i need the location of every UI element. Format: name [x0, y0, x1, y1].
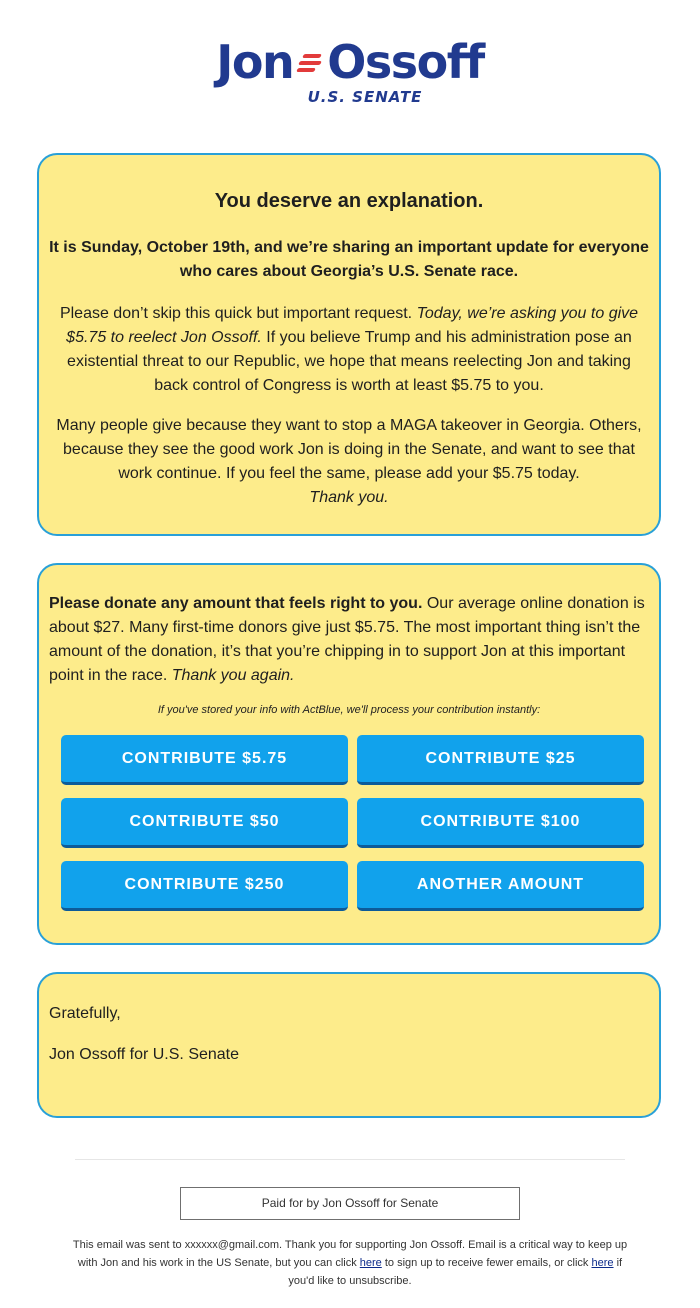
- thank-you-text: Thank you.: [309, 489, 389, 506]
- contribute-50-button[interactable]: CONTRIBUTE $50: [61, 798, 348, 848]
- footer-text-mid: to sign up to receive fewer emails, or click: [381, 1257, 592, 1269]
- request-text-start: Please don’t skip this quick but important request.: [59, 305, 417, 322]
- footer-text-start: This email was sent to xxxxxx@gmail.com. Thank you for supporting Jon Ossoff. Email is a critical way to keep up with Jon and his work in the US Senate, but you can click: [72, 1239, 628, 1269]
- campaign-logo: [0, 34, 700, 114]
- footer-text: [70, 1236, 630, 1290]
- logo-wordmark: [216, 34, 483, 90]
- donate-paragraph: [49, 592, 649, 688]
- another-amount-button[interactable]: ANOTHER AMOUNT: [357, 861, 644, 911]
- thank-you-again: Thank you again.: [171, 667, 295, 684]
- signature-text: Jon Ossoff for U.S. Senate: [49, 1046, 240, 1063]
- footer-text-end: if you'd like to unsubscribe.: [288, 1257, 623, 1287]
- actblue-note: If you've stored your info with ActBlue, we'll process your contribution instantly:: [157, 704, 541, 716]
- signature-card: [37, 972, 661, 1118]
- closing-text: Gratefully,: [49, 1005, 121, 1022]
- contribute-100-button[interactable]: CONTRIBUTE $100: [357, 798, 644, 848]
- explanation-card: [37, 153, 661, 536]
- card-headline: You deserve an explanation.: [214, 190, 484, 212]
- unsubscribe-link[interactable]: here: [591, 1257, 614, 1269]
- flag-stripes-icon: [297, 48, 325, 76]
- logo-first-name: Jon: [216, 35, 294, 89]
- logo-last-name: Ossoff: [327, 35, 484, 89]
- paid-for-box: Paid for by Jon Ossoff for Senate: [180, 1187, 520, 1220]
- reason-text: Many people give because they want to stop a MAGA takeover in Georgia. Others, because they see the good work Jon is doing in the Senate, and want to see that work continue. If you feel the same, please add your $5.75 today.: [56, 417, 642, 482]
- fewer-emails-link[interactable]: here: [359, 1257, 382, 1269]
- request-text-end: If you believe Trump and his administration pose an existential threat to our Republic, we hope that means reelecting Jon and taking back control of Congress is worth at least $5.75 to you.: [67, 329, 632, 394]
- card-subhead: It is Sunday, October 19th, and we’re sharing an important update for everyone who cares about Georgia’s U.S. Senate race.: [49, 239, 649, 280]
- reason-paragraph: [49, 414, 649, 510]
- donate-lead: Please donate any amount that feels right to you.: [49, 595, 423, 612]
- contribute-250-button[interactable]: CONTRIBUTE $250: [61, 861, 348, 911]
- donate-card: [37, 563, 661, 945]
- request-paragraph: [49, 302, 649, 398]
- donate-body: Our average online donation is about $27. Many first-time donors give just $5.75. The most important thing isn’t the amount of the donation, it’s that you’re chipping in to support Jon at this important point in the race.: [49, 595, 645, 684]
- contribute-25-button[interactable]: CONTRIBUTE $25: [357, 735, 644, 785]
- contribute-5-75-button[interactable]: CONTRIBUTE $5.75: [61, 735, 348, 785]
- logo-subtitle: U.S. SENATE: [307, 88, 423, 106]
- footer-divider: [75, 1159, 625, 1160]
- request-ask: Today, we’re asking you to give $5.75 to reelect Jon Ossoff.: [66, 305, 639, 346]
